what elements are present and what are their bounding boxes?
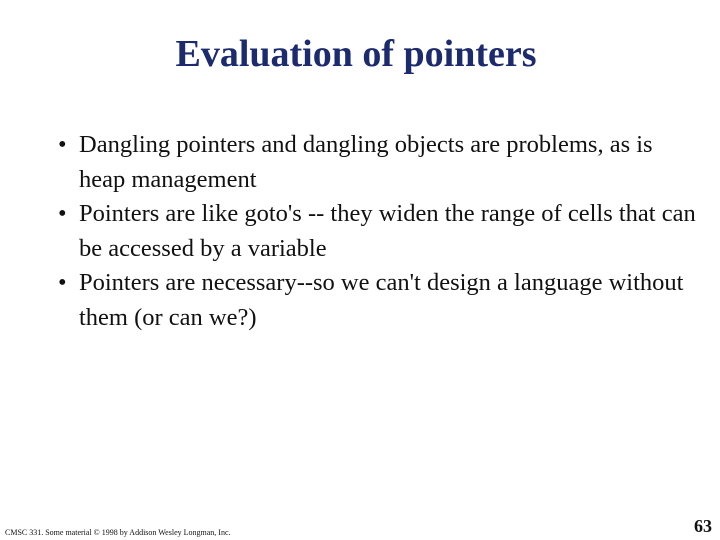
bullet-item	[58, 266, 698, 335]
bullet-text: Pointers are necessary--so we can't design a language without them (or can we?)	[79, 269, 684, 331]
bullet-icon: •	[58, 269, 67, 296]
bullet-icon: •	[58, 131, 67, 158]
bullet-text: Dangling pointers and dangling objects are problems, as is heap management	[79, 131, 653, 193]
bullet-item	[58, 197, 698, 266]
bullet-text: Pointers are like goto's -- they widen the range of cells that can be accessed by a variable	[79, 200, 696, 262]
bullet-icon: •	[58, 200, 67, 227]
footer-copyright: CMSC 331. Some material © 1998 by Addison Wesley Longman, Inc.	[5, 528, 231, 537]
page-number: 63	[694, 516, 712, 536]
slide-title: Evaluation of pointers	[175, 33, 537, 75]
bullet-list	[58, 128, 698, 335]
bullet-item	[58, 128, 698, 197]
